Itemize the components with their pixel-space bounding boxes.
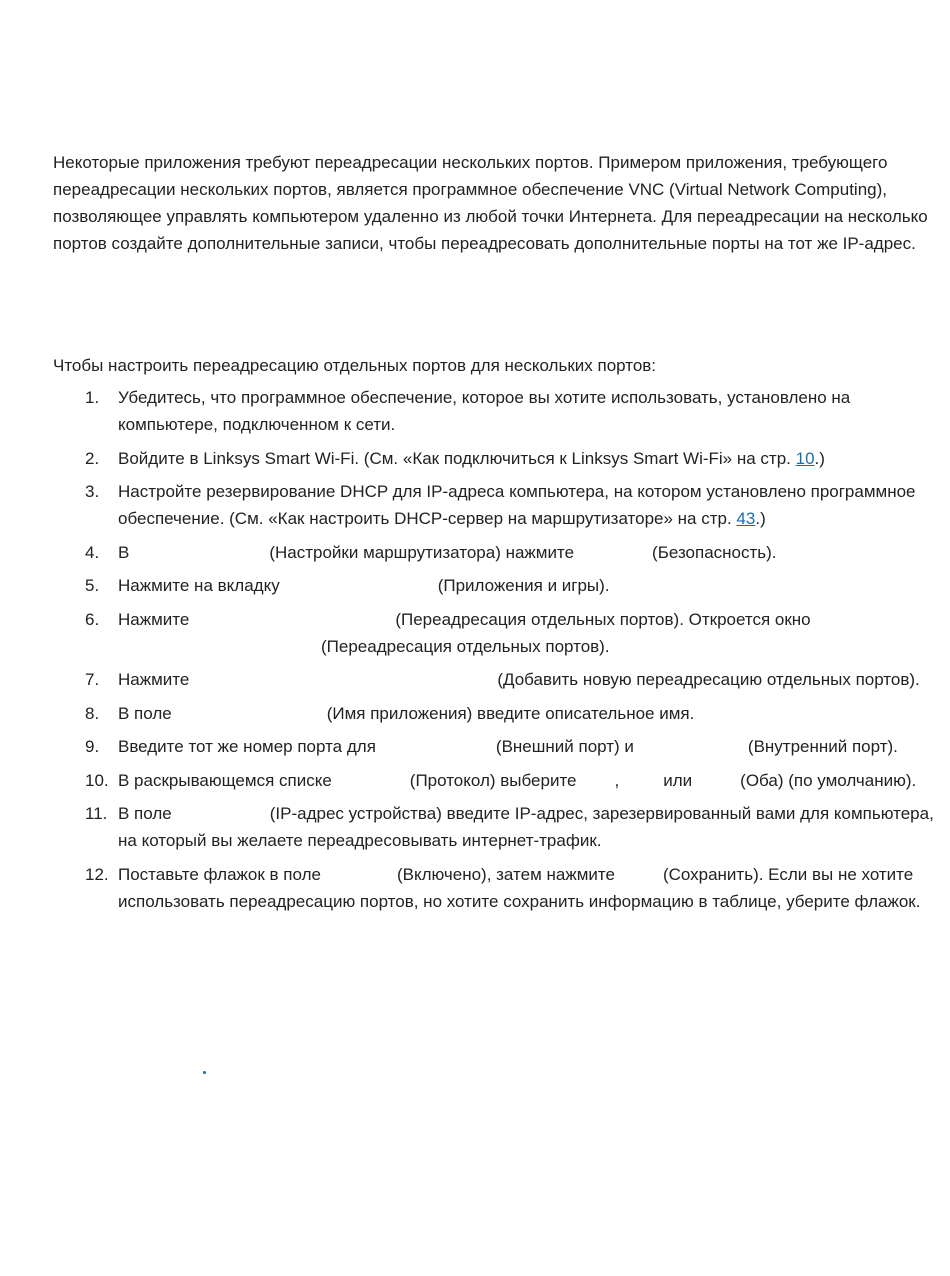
step-item-6 — [85, 606, 935, 660]
step-item-10 — [85, 767, 935, 794]
step-text-end: .) — [814, 448, 825, 468]
step-text-part: (Оба) (по умолчанию). — [740, 770, 917, 790]
step-item-7 — [85, 666, 935, 693]
intro-paragraph: Некоторые приложения требуют переадресации нескольких портов. Примером приложения, требующего переадресации нескольких портов, является программное обеспечение VNC (Virtual Network Computing), позволяющее управлять компьютером удаленно из любой точки Интернета. Для переадресации на несколько портов создайте дополнительные записи, чтобы переадресовать дополнительные порты на тот же IP-адрес. — [53, 153, 928, 253]
step-number: 7. — [85, 670, 100, 689]
step-item-8 — [85, 700, 935, 727]
step-text: Настройте резервирование DHCP для IP-адреса компьютера, на котором установлено программное обеспечение. (См. «Как настроить DHCP-сервер на маршрутизаторе» на стр. — [118, 482, 916, 528]
step-number: 8. — [85, 703, 100, 723]
steps-list — [85, 384, 935, 921]
step-text-part: (Настройки маршрутизатора) нажмите — [269, 542, 575, 562]
step-number: 11. — [85, 804, 108, 823]
step-number: 2. — [85, 448, 100, 468]
step-item-4 — [85, 539, 935, 566]
step-text-part: , — [614, 770, 620, 790]
step-number: 5. — [85, 576, 100, 595]
step-number: 12. — [85, 864, 109, 884]
step-text-part: (Безопасность). — [652, 542, 777, 562]
step-text-part: Поставьте флажок в поле — [118, 864, 321, 884]
step-text-part: В поле — [118, 804, 172, 823]
step-item-3 — [85, 478, 935, 532]
step-text-part: (Протокол) выберите — [409, 770, 577, 790]
step-text-part: Нажмите — [118, 670, 190, 689]
step-text-part: (Сохранить). Если вы не хотите использовать переадресацию портов, но хотите сохранить информацию в таблице, уберите флажок. — [118, 864, 921, 911]
step-text-part: (Переадресация отдельных портов). — [321, 636, 610, 656]
step-text-part: или — [663, 770, 693, 790]
step-item-2 — [85, 445, 935, 472]
step-text-part: (Добавить новую переадресацию отдельных портов). — [497, 670, 920, 689]
steps-lead-text: Чтобы настроить переадресацию отдельных портов для нескольких портов: — [53, 356, 657, 375]
step-text: Войдите в Linksys Smart Wi-Fi. (См. «Как подключиться к Linksys Smart Wi-Fi» на стр. — [118, 448, 796, 468]
step-text-part: (Переадресация отдельных портов). Откроется окно — [395, 609, 811, 629]
step-text-part: Нажмите на вкладку — [118, 576, 280, 595]
step-text-part: (Внутренний порт). — [747, 737, 898, 756]
step-text-end: .) — [755, 509, 766, 528]
step-text-part: Нажмите — [118, 609, 190, 629]
step-text-part: (Включено), затем нажмите — [396, 864, 615, 884]
step-text-part: Введите тот же номер порта для — [118, 737, 376, 756]
step-text-part: В — [118, 542, 130, 562]
step-text-part: В поле — [118, 703, 172, 723]
step-number: 9. — [85, 737, 100, 756]
page-link-43[interactable]: 43 — [736, 509, 756, 528]
step-number: 4. — [85, 542, 100, 562]
page-link-10[interactable]: 10 — [795, 448, 815, 468]
step-item-11 — [85, 800, 935, 854]
step-item-9 — [85, 733, 935, 760]
step-number: 10. — [85, 770, 109, 790]
step-text: Убедитесь, что программное обеспечение, которое вы хотите использовать, установлено на компьютере, подключенном к сети. — [118, 388, 851, 434]
step-text-part: В раскрывающемся списке — [118, 770, 332, 790]
step-number: 1. — [85, 388, 100, 407]
step-text-part: (Приложения и игры). — [437, 576, 610, 595]
step-item-1 — [85, 384, 935, 438]
link-dot-marker — [203, 1071, 206, 1074]
step-item-5 — [85, 572, 935, 599]
step-item-12 — [85, 861, 935, 915]
step-number: 6. — [85, 609, 100, 629]
step-text-part: (Имя приложения) введите описательное имя. — [326, 703, 695, 723]
step-text-part: (IP-адрес устройства) введите IP-адрес, зарезервированный вами для компьютера, на который вы желаете переадресовывать интернет-трафик. — [118, 804, 934, 850]
step-number: 3. — [85, 482, 100, 501]
step-text-part: (Внешний порт) и — [495, 737, 634, 756]
